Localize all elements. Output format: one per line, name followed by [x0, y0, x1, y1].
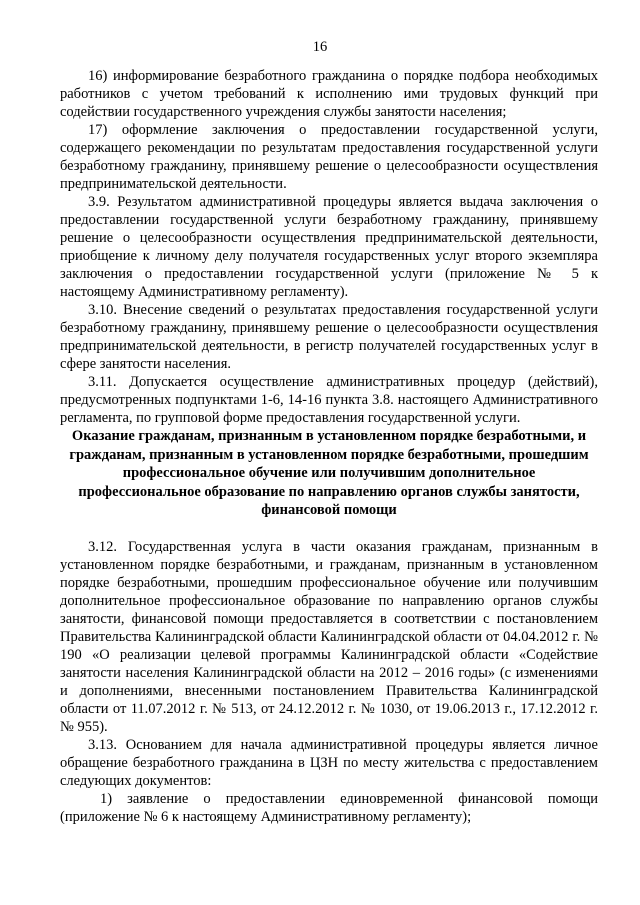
paragraph-doc-item-1: 1) заявление о предоставлении единовременной финансовой помощи (приложение № 6 к настоящему Административному регламенту);: [60, 790, 598, 825]
paragraph-3-11: 3.11. Допускается осуществление административных процедур (действий), предусмотренных подпунктами 1-6, 14-16 пункта 3.8. настоящего Административного регламента, по групповой форме предоставления государственной услуги.: [60, 374, 598, 426]
paragraph-item-16: 16) информирование безработного гражданина о порядке подбора необходимых работников с учетом требований к исполнению ими трудовых функций при содействии государственного учреждения службы занятости населения;: [60, 68, 598, 120]
page-number: 16: [312, 39, 328, 55]
section-heading: Оказание гражданам, признанным в установленном порядке безработными, и гражданам, признанным в установленном порядке безработными, прошедшим профессиональное обучение или получившим дополнительное профессиональное образование по направлению органов службы занятости, финансовой помощи: [69, 428, 589, 518]
paragraph-3-9: 3.9. Результатом административной процедуры является выдача заключения о предоставлении государственной услуги безработному гражданину, принявшему решение о целесообразности осуществления предпринимательской деятельности, приобщение к личному делу получателя государственных услуг второго экземпляра заключения о предоставлении государственной услуги (приложение № 5 к настоящему Административному регламенту).: [60, 194, 598, 300]
paragraph-3-13: 3.13. Основанием для начала административной процедуры является личное обращение безработного гражданина в ЦЗН по месту жительства с предоставлением следующих документов:: [60, 736, 598, 789]
paragraph-item-17: 17) оформление заключения о предоставлении государственной услуги, содержащего рекомендации по результатам предоставления государственной услуги безработному гражданину, принявшему решение о целесообразности осуществления предпринимательской деятельности.: [60, 122, 598, 192]
paragraph-3-10: 3.10. Внесение сведений о результатах предоставления государственной услуги безработному гражданину, принявшему решение о целесообразности осуществления предпринимательской деятельности, в регистр получателей государственных услуг в сфере занятости населения.: [60, 302, 598, 372]
document-body: [60, 67, 598, 826]
paragraph-3-12: 3.12. Государственная услуга в части оказания гражданам, признанным в установленном порядке безработными, и гражданам, признанным в установленном порядке безработными, прошедшим профессиональное обучение или получившим дополнительное профессиональное образование по направлению органов службы занятости, финансовой помощи предоставляется в соответствии с постановлением Правительства Калининградской области Калининградской области от 04.04.2012 г. № 190 «О реализации целевой программы Калининградской области «Содействие занятости населения Калининградской области на 2012 – 2016 годы» (с изменениями и дополнениями, внесенными постановлением Правительства Калининградской области от 11.07.2012 г. № 513, от 24.12.2012 г. № 1030, от 19.06.2013 г., 17.12.2012 г. № 955).: [60, 538, 598, 735]
